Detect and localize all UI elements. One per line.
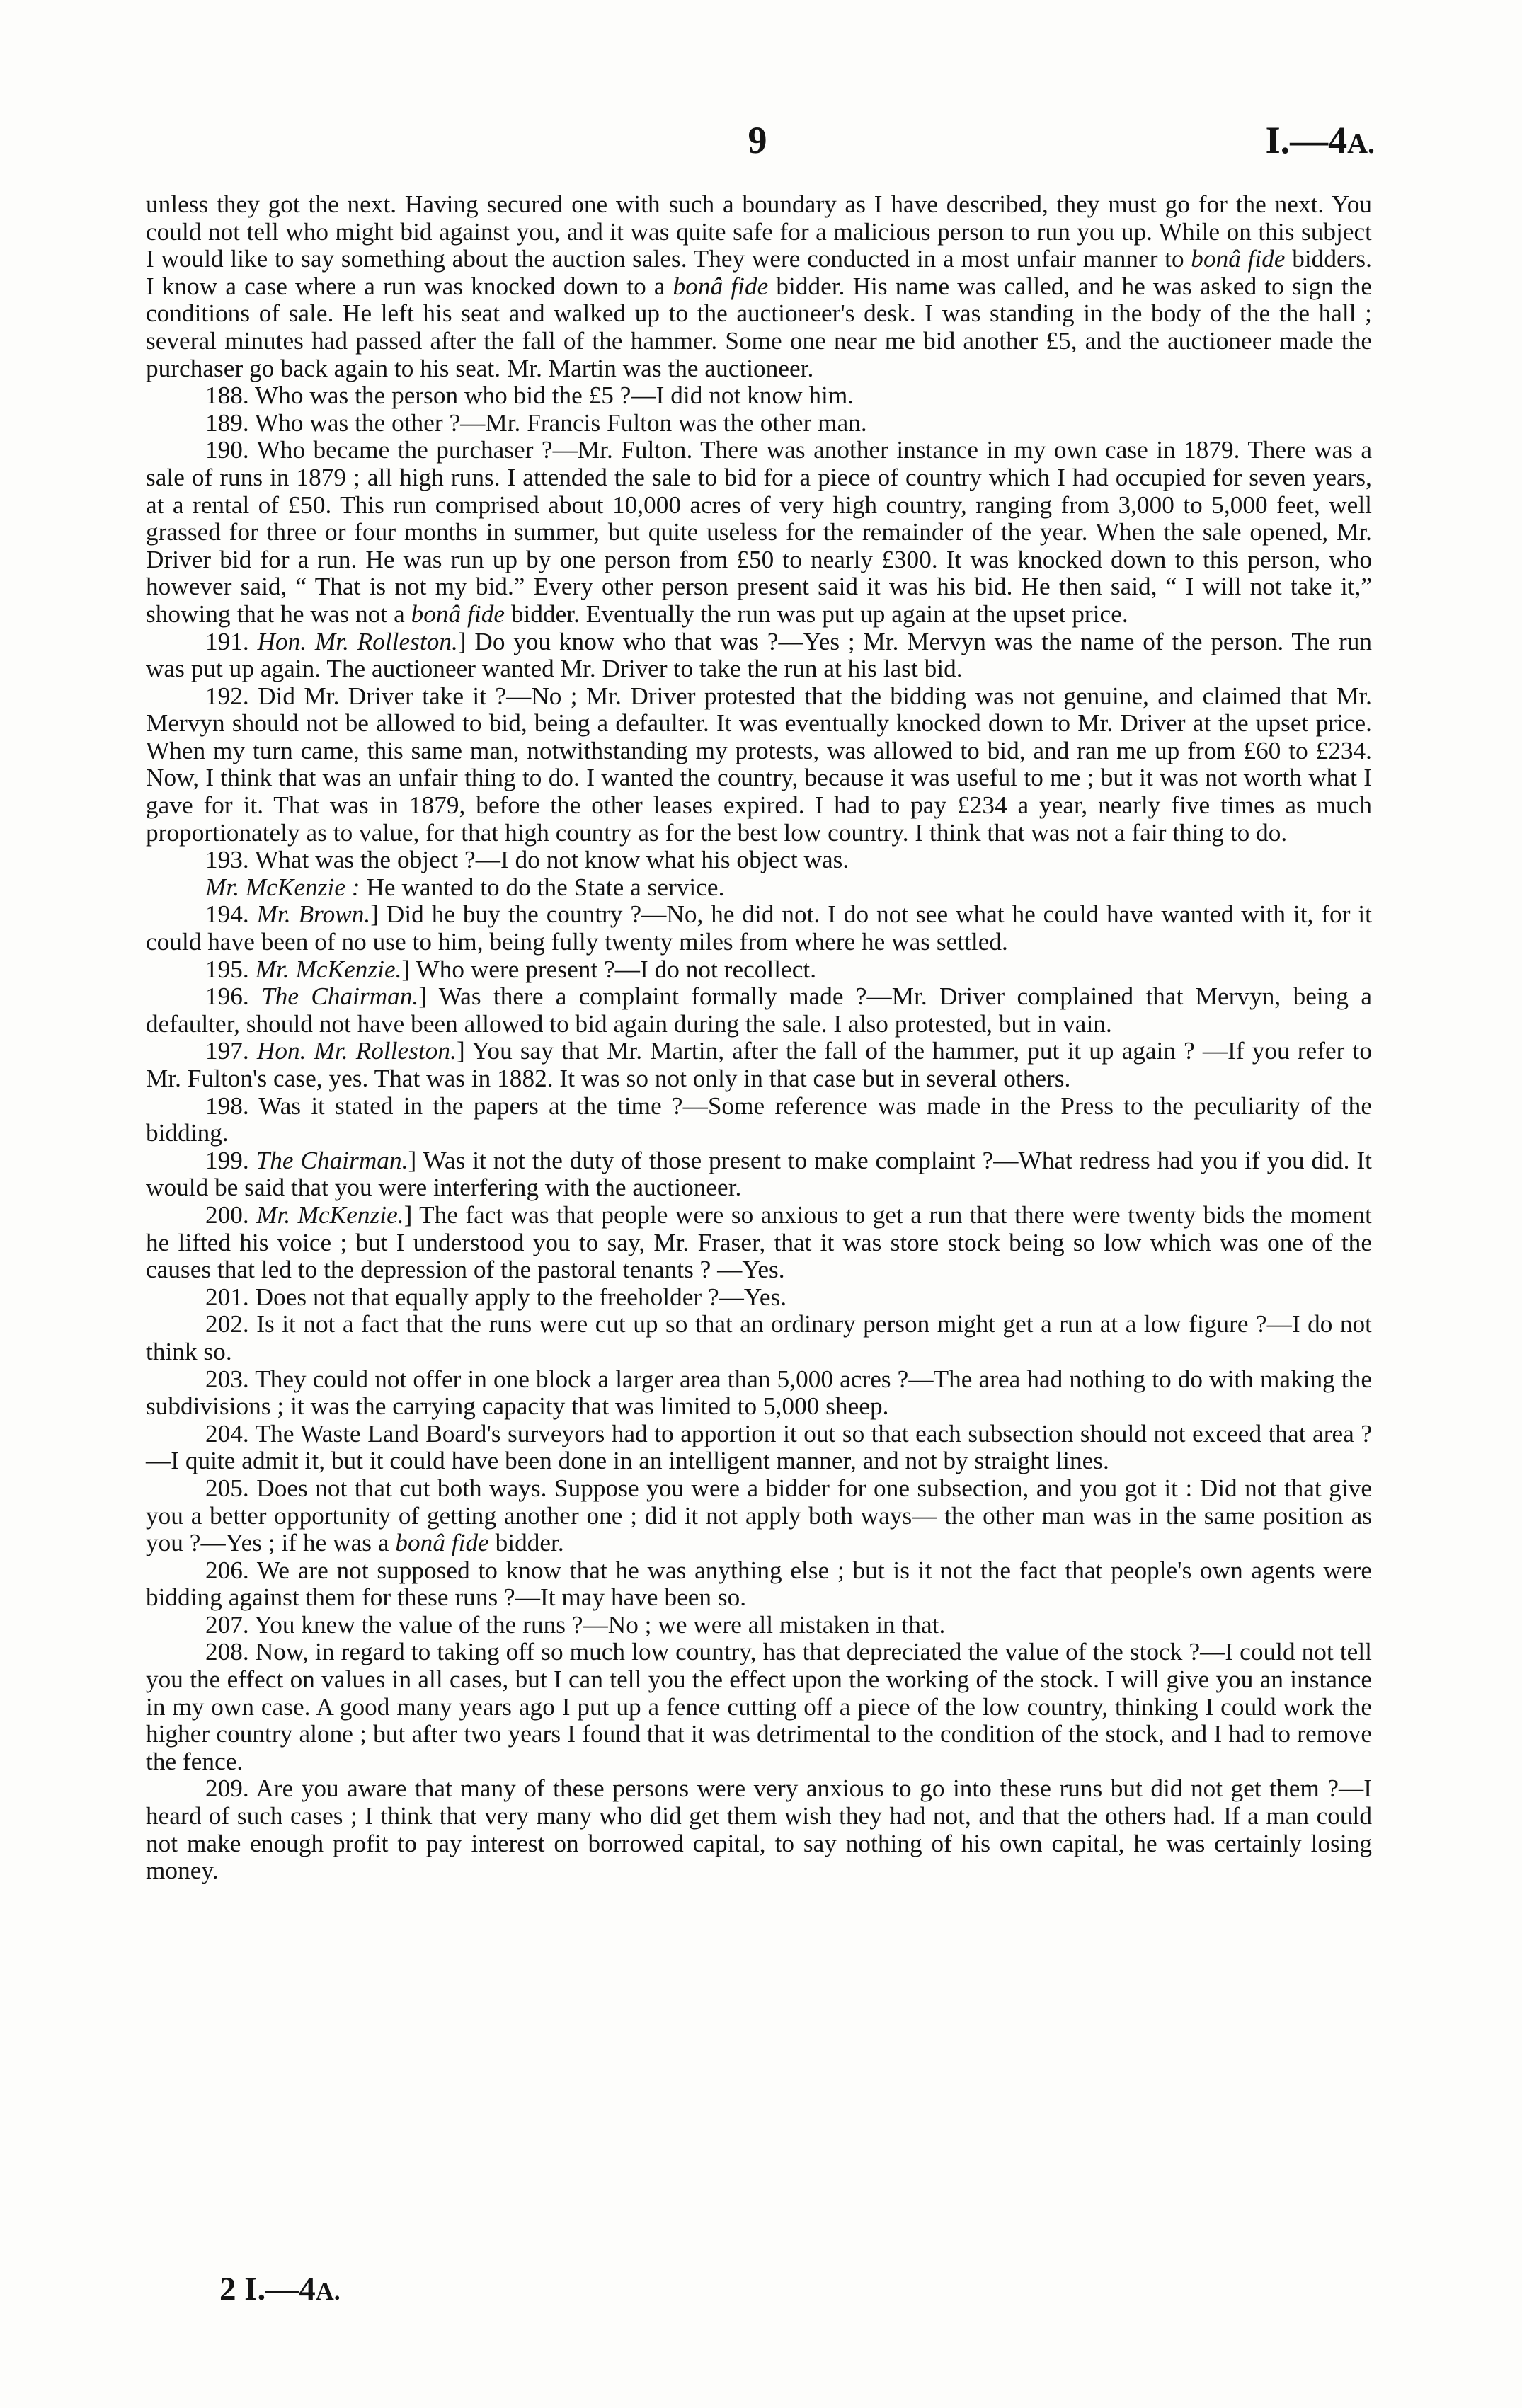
testimony-paragraph <box>146 1612 1372 1639</box>
italic-text: bonâ fide <box>411 600 505 628</box>
text-run: 194. <box>205 900 257 929</box>
testimony-paragraph <box>146 901 1372 956</box>
signature-mark-suffix: A. <box>315 2277 341 2305</box>
italic-text: The Chairman. <box>256 1146 408 1174</box>
text-run: 201. Does not that equally apply to the freeholder ?—Yes. <box>205 1283 787 1311</box>
testimony-paragraph <box>146 1366 1372 1421</box>
signature-mark-main: 2 I.—4 <box>219 2271 316 2307</box>
testimony-paragraph <box>146 983 1372 1038</box>
text-run: 193. What was the object ?—I do not know what his object was. <box>205 846 849 874</box>
testimony-paragraph <box>146 382 1372 410</box>
italic-text: bonâ fide <box>1191 245 1286 273</box>
testimony-paragraph <box>146 1093 1372 1147</box>
text-run: ] You say that Mr. Martin, after the fall of the hammer, put it up again ? —If you refer to Mr. Fulton's case, yes. That was in 1882. It was so not only in that case but in several others. <box>146 1037 1372 1092</box>
text-run: 188. Who was the person who bid the £5 ?—I did not know him. <box>205 382 854 410</box>
italic-text: bonâ fide <box>673 272 769 300</box>
testimony-paragraph <box>146 1147 1372 1202</box>
document-reference <box>1266 119 1375 165</box>
text-run: ] The fact was that people were so anxious to get a run that there were twenty bids the moment he lifted his voice ; but I understood you to say, Mr. Fraser, that it was store stock being so low which was one of the causes that led to the depression of the pastoral tenants ? —Yes. <box>146 1200 1373 1284</box>
page-number: 9 <box>748 119 767 161</box>
continued-paragraph <box>146 191 1372 382</box>
text-run: 197. <box>205 1037 257 1065</box>
italic-text: Mr. McKenzie : <box>205 873 360 901</box>
document-reference-main: I.—4 <box>1265 119 1348 161</box>
text-run: 204. The Waste Land Board's surveyors had to apportion it out so that each subsection should not exceed that area ?—I quite admit it, but it could have been done in an intelligent manner, and not by straight lines. <box>146 1419 1372 1475</box>
testimony-paragraph <box>146 956 1372 984</box>
testimony-paragraph <box>146 874 1372 902</box>
text-run: bidder. <box>488 1529 564 1557</box>
testimony-paragraph <box>146 437 1372 628</box>
text-run: 192. Did Mr. Driver take it ?—No ; Mr. Driver protested that the bidding was not genuine, and claimed that Mr. Mervyn should not be allowed to bid, being a defaulter. It was eventually knocked down to Mr. Driver at the upset price. When my turn came, this same man, notwithstanding my protests, was allowed to bid, and ran me up from £60 to £234. Now, I think that was an unfair thing to do. I wanted the country, because it was useful to me ; but it was not worth what I gave for it. That was in 1879, before the other leases expired. I had to pay £234 a year, nearly five times as much proportionately as to value, for that high country as for the best low country. I think that was not a fair thing to do. <box>146 682 1372 847</box>
body-text <box>146 191 1372 1885</box>
text-run: He wanted to do the State a service. <box>360 873 725 901</box>
text-run: 195. <box>205 955 256 983</box>
testimony-paragraph <box>146 1557 1372 1612</box>
signature-mark <box>219 2271 341 2310</box>
text-run: 190. Who became the purchaser ?—Mr. Fulton. There was another instance in my own case in 1879. There was a sale of runs in 1879 ; all high runs. I attended the sale to bid for a piece of country which I had occupied for seven years, at a rental of £50. This run comprised about 10,000 acres of very high country, ranging from 3,000 to 5,000 feet, well grassed for three or four months in summer, but quite useless for the remainder of the year. When the sale opened, Mr. Driver bid for a run. He was run up by one person from £50 to nearly £300. It was knocked down to this person, who however said, “ That is not my bid.” Every other person present said it was his bid. He then said, “ I will not take it,” showing that he was not a <box>146 436 1372 628</box>
text-run: 191. <box>205 627 258 655</box>
italic-text: Mr. McKenzie. <box>256 1200 404 1229</box>
italic-text: The Chairman. <box>261 982 419 1011</box>
testimony-paragraph <box>146 1475 1372 1557</box>
text-run: ] Do you know who that was ?—Yes ; Mr. Mervyn was the name of the person. The run was put up again. The auctioneer wanted Mr. Driver to take the run at his last bid. <box>146 627 1372 683</box>
testimony-paragraph <box>146 1202 1372 1284</box>
italic-text: Hon. Mr. Rolleston. <box>256 1037 457 1065</box>
text-run: bidders. I know a case where a run was knocked down to a <box>146 245 1372 300</box>
document-reference-suffix: A. <box>1347 127 1375 159</box>
text-run: bidder. Eventually the run was put up again at the upset price. <box>505 600 1128 628</box>
text-run: ] Was it not the duty of those present to make complaint ?—What redress had you if you did. It would be said that you were interfering with the auctioneer. <box>146 1146 1372 1202</box>
testimony-paragraph <box>146 1421 1372 1475</box>
testimony-paragraph <box>146 1311 1372 1365</box>
text-run: unless they got the next. Having secured one with such a boundary as I have described, they must go for the next. You could not tell who might bid against you, and it was quite safe for a malicious person to run you up. While on this subject I would like to say something about the auction sales. They were conducted in a most unfair manner to <box>146 190 1372 273</box>
text-run: ] Was there a complaint formally made ?—Mr. Driver complained that Mervyn, being a defaulter, should not have been allowed to bid again during the sale. I also protested, but in vain. <box>146 982 1372 1038</box>
italic-text: Hon. Mr. Rolleston. <box>257 627 458 655</box>
text-run: 209. Are you aware that many of these persons were very anxious to go into these runs but did not get them ?—I heard of such cases ; I think that very many who did get them wish they had not, and that the others had. If a man could not make enough profit to pay interest on borrowed capital, to say nothing of his own capital, he was certainly losing money. <box>146 1775 1372 1885</box>
testimony-paragraph <box>146 1775 1372 1884</box>
text-run: 202. Is it not a fact that the runs were cut up so that an ordinary person might get a run at a low figure ?—I do not think so. <box>146 1310 1372 1365</box>
text-run: ] Did he buy the country ?—No, he did not. I do not see what he could have wanted with it, for it could have been of no use to him, being fully twenty miles from where he was settled. <box>146 900 1373 956</box>
italic-text: Mr. Brown. <box>256 900 371 929</box>
text-run: 198. Was it stated in the papers at the time ?—Some reference was made in the Press to the peculiarity of the bidding. <box>146 1091 1372 1147</box>
testimony-paragraph <box>146 1038 1372 1092</box>
testimony-paragraph <box>146 1639 1372 1775</box>
testimony-paragraph <box>146 847 1372 874</box>
testimony-paragraph <box>146 629 1372 683</box>
text-run: 203. They could not offer in one block a larger area than 5,000 acres ?—The area had nothing to do with making the subdivisions ; it was the carrying capacity that was limited to 5,000 sheep. <box>146 1365 1372 1421</box>
text-run: ] Who were present ?—I do not recollect. <box>401 955 817 983</box>
text-run: 200. <box>205 1200 257 1229</box>
text-run: 208. Now, in regard to taking off so much low country, has that depreciated the value of the stock ?—I could not tell you the effect on values in all cases, but I can tell you the effect upon the working of the stock. I will give you an instance in my own case. A good many years ago I put up a fence cutting off a piece of the low country, thinking I could work the higher country alone ; but after two years I found that it was detrimental to the condition of the stock, and I had to remove the fence. <box>146 1638 1372 1775</box>
testimony-paragraph <box>146 410 1372 437</box>
text-run: bidder. His name was called, and he was asked to sign the conditions of sale. He left his seat and walked up to the auctioneer's desk. I was standing in the body of the the hall ; several minutes had passed after the fall of the hammer. Some one near me bid another £5, and the auctioneer made the purchaser go back again to his seat. Mr. Martin was the auctioneer. <box>146 272 1372 382</box>
testimony-paragraph <box>146 1284 1372 1312</box>
text-run: 196. <box>205 982 262 1011</box>
text-run: 206. We are not supposed to know that he was anything else ; but is it not the fact that people's own agents were bidding against them for these runs ?—It may have been so. <box>146 1556 1372 1612</box>
testimony-paragraph <box>146 683 1372 847</box>
text-run: 207. You knew the value of the runs ?—No ; we were all mistaken in that. <box>205 1610 946 1639</box>
italic-text: Mr. McKenzie. <box>255 955 402 983</box>
italic-text: bonâ fide <box>395 1529 489 1557</box>
text-run: 189. Who was the other ?—Mr. Francis Fulton was the other man. <box>205 408 867 437</box>
text-run: 199. <box>205 1146 256 1174</box>
text-run: 205. Does not that cut both ways. Suppose you were a bidder for one subsection, and you got it : Did not that give you a better opportunity of getting another one ; did it not apply both ways— the other man was in the same position as you ?—Yes ; if he was a <box>146 1474 1372 1557</box>
